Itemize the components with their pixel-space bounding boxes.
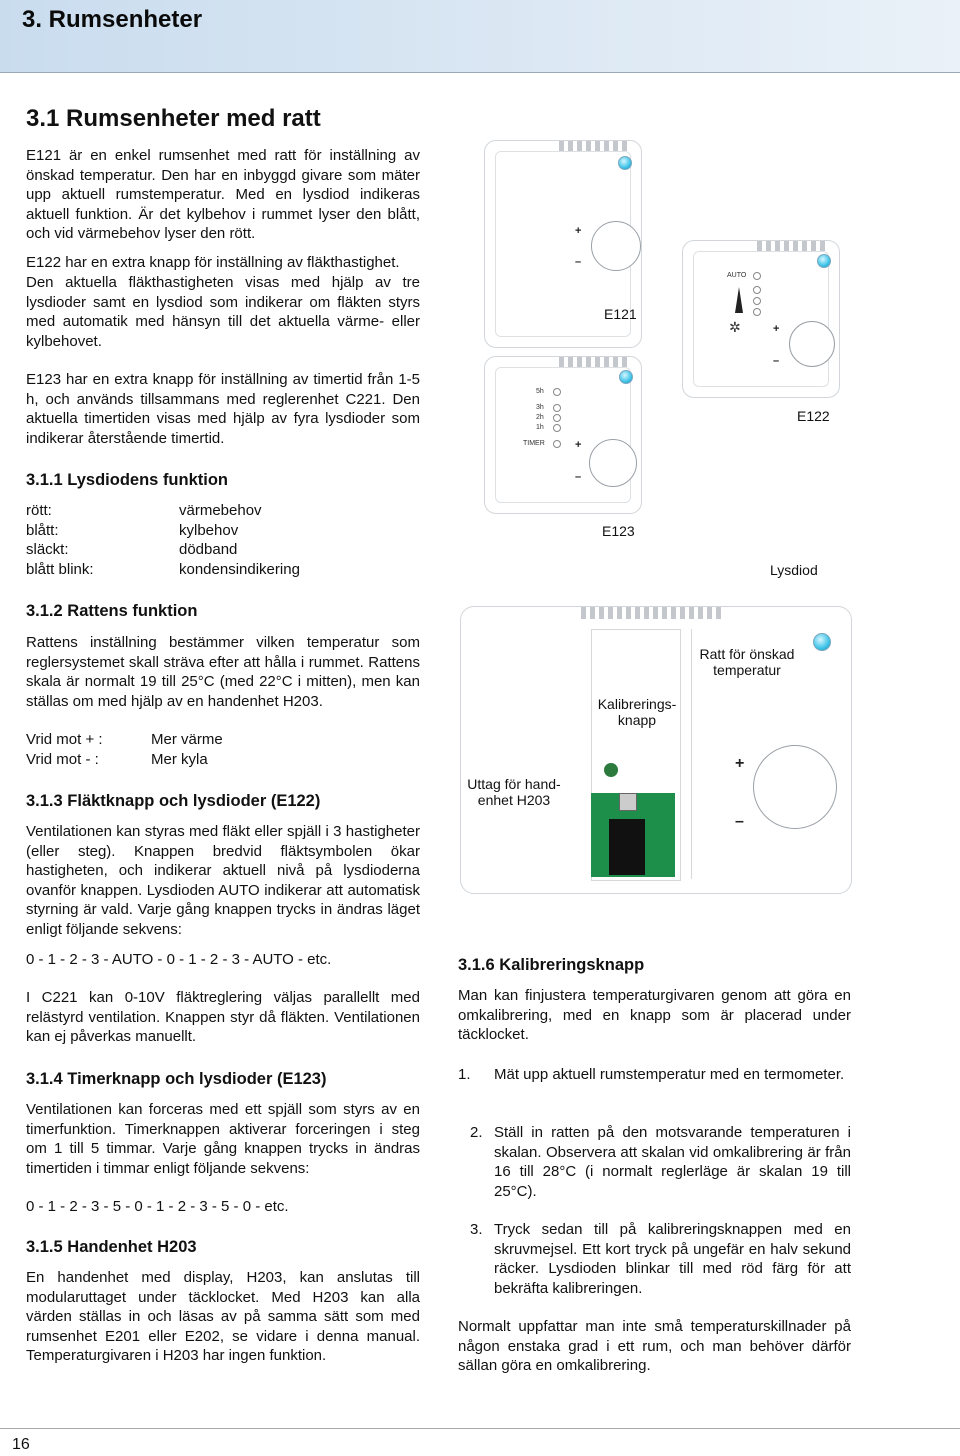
paragraph: Normalt uppfattar man inte små temperaturskillnader på någon enstaka grad i ett rum, och man behöver därför sällan göra en omkalibrering. — [458, 1318, 851, 1374]
chapter-title: 3. Rumsenheter — [22, 6, 203, 33]
timer-led — [553, 388, 561, 396]
section-title-3-1-4: 3.1.4 Timerknapp och lysdioder (E123) — [26, 1070, 327, 1088]
plus-sign: + — [575, 225, 582, 237]
timer-led — [553, 414, 561, 422]
auto-led — [753, 272, 761, 280]
paragraph: E121 är en enkel rumsenhet med ratt för inställning av önskad temperatur. Den har en inbyggd givare som mäter upp aktuell rumstemperatur. Med en lysdiod indikeras aktuell funktion. Är det kylbehov i rummet lyser den blått, och vid värmebehov lyser den rött. — [26, 147, 420, 242]
direction-value: Mer värme — [151, 731, 223, 748]
device-e122 — [682, 240, 840, 398]
timer-5h-label: 5h — [536, 388, 544, 395]
label-e122: E122 — [797, 408, 830, 424]
paragraph: Man kan finjustera temperaturgivaren genom att göra en omkalibrering, med en knapp som är placerad under täcklocket. — [458, 987, 851, 1043]
paragraph: Rattens inställning bestämmer vilken temperatur som reglersystemet skall sträva efter att hålla i rummet. Rattens skala är normalt 19 till 25°C (med 22°C i mitten), men kan ställas om med hjälp av en handenhet H203. — [26, 634, 420, 710]
timer-led — [553, 404, 561, 412]
led-indicator — [813, 633, 831, 651]
section-title-3-1-6: 3.1.6 Kalibreringsknapp — [458, 956, 645, 974]
section-title-3-1: 3.1 Rumsenheter med ratt — [26, 105, 321, 132]
label-e123: E123 — [602, 523, 635, 539]
plus-sign: + — [575, 439, 582, 451]
timer-1h-label: 1h — [536, 424, 544, 431]
step-text: Tryck sedan till på kalibreringsknappen med en skruvmejsel. Ett kort tryck på ungefär en halv sekund räcker. Lysdioden blinkar till med röd färg för att bekräfta kalibreringen. — [494, 1221, 851, 1297]
label-lysdiod: Lysdiod — [770, 562, 818, 578]
minus-sign: – — [735, 813, 744, 830]
label-ratt: Ratt för önskad temperatur — [699, 646, 795, 678]
led-indicator — [618, 156, 632, 170]
device-e123 — [484, 356, 642, 514]
paragraph: E122 har en extra knapp för inställning av fläkthastighet. — [26, 254, 400, 271]
knob-direction-values — [151, 730, 223, 769]
label-uttag: Uttag för hand-enhet H203 — [467, 776, 561, 808]
led-value: dödband — [179, 541, 238, 558]
fan-sequence: 0 - 1 - 2 - 3 - AUTO - 0 - 1 - 2 - 3 - AUTO - etc. — [26, 951, 332, 968]
fan-speed-led — [753, 297, 761, 305]
step-number: 1. — [458, 1066, 471, 1083]
timer-3h-label: 3h — [536, 404, 544, 411]
vent-slots — [581, 607, 721, 619]
section-title-3-1-3: 3.1.3 Fläktknapp och lysdioder (E122) — [26, 792, 321, 810]
timer-button — [553, 440, 561, 448]
knob-direction-keys — [26, 730, 103, 769]
paragraph: En handenhet med display, H203, kan anslutas till modularuttaget under täcklocket. Med H203 kan alla värden ställas in och läsas av på samma sätt som med rumsenhet E201 eller E202, se vidare i denna manual. Temperaturgivaren i H203 har ingen funktion. — [26, 1269, 420, 1364]
timer-sequence: 0 - 1 - 2 - 3 - 5 - 0 - 1 - 2 - 3 - 5 - 0 - etc. — [26, 1198, 289, 1215]
vent-slots — [559, 141, 629, 151]
timer-label: TIMER — [523, 440, 545, 447]
minus-sign: – — [575, 471, 582, 483]
timer-2h-label: 2h — [536, 414, 544, 421]
section-title-3-1-1: 3.1.1 Lysdiodens funktion — [26, 471, 229, 489]
led-indicator — [817, 254, 831, 268]
fan-speed-led — [753, 286, 761, 294]
led-key: rött: — [26, 502, 52, 519]
green-component — [604, 763, 618, 777]
vent-slots — [757, 241, 827, 251]
temperature-knob — [789, 321, 835, 367]
timer-led — [553, 424, 561, 432]
minus-sign: – — [773, 355, 780, 367]
fan-speed-led — [753, 308, 761, 316]
fan-button-marker — [735, 287, 743, 313]
label-kalibrering: Kalibrerings-knapp — [597, 696, 677, 728]
vent-slots — [559, 357, 629, 367]
temperature-knob — [589, 439, 637, 487]
led-function-values — [179, 501, 300, 579]
paragraph: Den aktuella fläkthastigheten visas med hjälp av tre lysdioder samt en lysdiod som indikerar om fläkten styrs med automatik med hänsyn till det aktuella värme- eller kylbehovet. — [26, 274, 420, 350]
paragraph: Ventilationen kan styras med fläkt eller spjäll i 3 hastigheter (eller steg). Knappen bredvid fläktsymbolen ökar hastigheten, och indikerar aktuell nivå på lysdioderna ovanför knappen. Lysdioden AUTO indikerar att automatisk styrning är vald. Varje gång knappen trycks in ändras läget enligt följande sekvens: — [26, 823, 420, 938]
step-number: 2. — [470, 1124, 483, 1141]
led-value: kondensindikering — [179, 560, 300, 578]
label-e121: E121 — [604, 306, 637, 322]
led-value: kylbehov — [179, 521, 239, 539]
led-function-keys — [26, 501, 94, 579]
step-text: Mät upp aktuell rumstemperatur med en termometer. — [494, 1066, 845, 1083]
led-key: släckt: — [26, 541, 69, 558]
minus-sign: – — [575, 256, 582, 268]
direction-key: Vrid mot - : — [26, 750, 99, 768]
section-title-3-1-2: 3.1.2 Rattens funktion — [26, 602, 198, 620]
calibration-button — [619, 793, 637, 811]
modular-jack — [609, 819, 645, 875]
fan-icon: ✲ — [729, 319, 741, 335]
paragraph: Ventilationen kan forceras med ett spjäll som styrs av en timerfunktion. Timerknappen aktiverar forceringen i steg om 1 till 5 timmar. Varje gång knappen trycks in ändras timertiden i timmar enligt följande sekvens: — [26, 1101, 420, 1177]
page-number: 16 — [12, 1436, 30, 1453]
section-title-3-1-5: 3.1.5 Handenhet H203 — [26, 1238, 197, 1256]
temperature-knob — [591, 221, 641, 271]
direction-value: Mer kyla — [151, 750, 208, 768]
led-value: värmebehov — [179, 502, 262, 519]
plus-sign: + — [735, 755, 745, 772]
step-number: 3. — [470, 1221, 483, 1238]
led-indicator — [619, 370, 633, 384]
led-key: blått: — [26, 521, 59, 539]
step-text: Ställ in ratten på den motsvarande temperaturen i skalan. Observera att skalan vid omkalibrering är från 16 till 28°C (i normalt reglerläge är skalan 19 till 25°C). — [494, 1124, 851, 1200]
footer-divider — [0, 1428, 960, 1429]
temperature-knob — [753, 745, 837, 829]
plus-sign: + — [773, 323, 780, 335]
direction-key: Vrid mot + : — [26, 731, 103, 748]
paragraph: E123 har en extra knapp för inställning av timertid från 1-5 h, och används tillsammans med reglerenhet C221. Den aktuella timertiden visas med hjälp av fyra lysdioder som indikerar återstående timertid. — [26, 371, 420, 447]
header-divider — [0, 72, 960, 73]
auto-label: AUTO — [727, 272, 747, 279]
page-header — [0, 0, 960, 72]
paragraph: I C221 kan 0-10V fläktreglering väljas parallellt med relästyrd ventilation. Knappen styr då fläkten. Ventilationen kan ej påverkas manuellt. — [26, 989, 420, 1045]
led-key: blått blink: — [26, 560, 94, 578]
